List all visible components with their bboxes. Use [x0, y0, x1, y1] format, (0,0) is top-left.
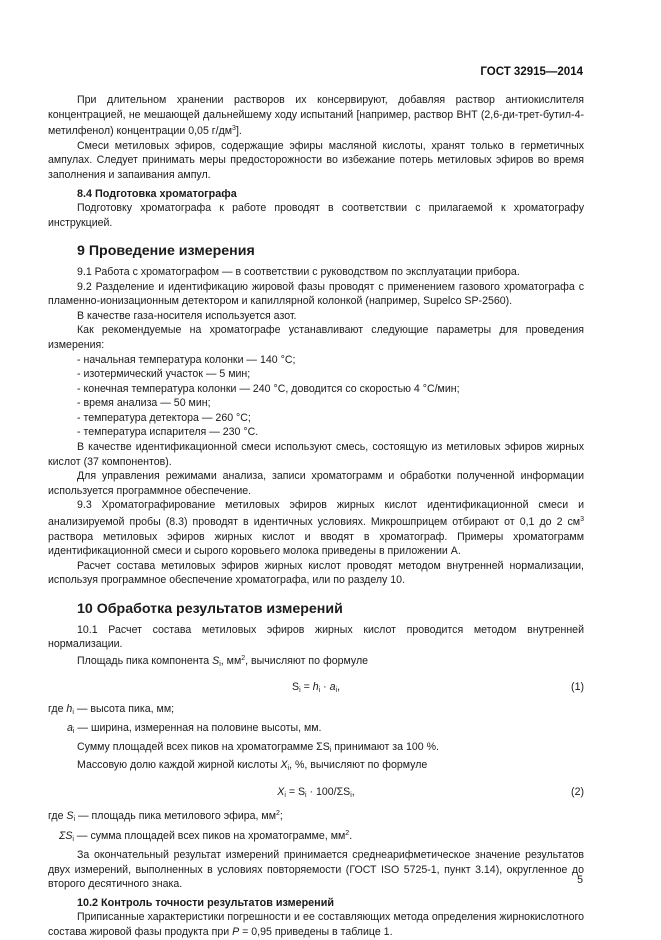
subscript: i: [73, 815, 76, 823]
subscript: i: [72, 727, 75, 735]
text: — площадь пика метилового эфира, мм: [75, 809, 276, 822]
text: Приписанные характеристики погрешности и ее составляющих метода определения жирнокислотного состава жировой фазы продукта при: [48, 911, 584, 938]
paragraph-10-1: 10.1 Расчет состава метиловых эфиров жирных кислот проводится методом внутренней нормализации.: [48, 623, 584, 651]
variable: S: [212, 654, 220, 667]
page-number: 5: [577, 874, 583, 886]
text: · 100/ΣS: [306, 785, 351, 798]
formula-1-number: (1): [571, 681, 584, 694]
paragraph-identification-mix: В качестве идентификационной смеси используют смесь, состоящую из метиловых эфиров жирных кислот (37 компонентов).: [48, 441, 584, 468]
text: Массовую долю каждой жирной кислоты: [77, 759, 281, 772]
text: — ширина, измеренная на половине высоты, мм.: [74, 721, 322, 734]
variable: S: [291, 681, 300, 694]
paragraph-parameters-intro: Как рекомендуемые на хроматографе устанавливают следующие параметры для проведения измерения:: [48, 324, 584, 351]
param-item: - температура детектора — 260 °С;: [77, 411, 251, 424]
text: где: [48, 703, 67, 716]
superscript: 2: [276, 809, 280, 817]
text: Площадь пика компонента: [77, 654, 213, 667]
text: раствора метиловых эфиров жирных кислот и вводят в хроматограф. Примеры хроматограмм идентификационной смеси и сырого коровьего молока приведены в приложении А.: [48, 530, 584, 558]
formula-2: [48, 777, 584, 807]
subscript: i: [318, 687, 321, 695]
where-a: [48, 721, 584, 740]
paragraph-sum-areas: [48, 740, 584, 759]
paragraph-peak-area: [48, 652, 584, 673]
section-heading-9: 9 Проведение измерения: [77, 243, 255, 260]
param-item: - температура испарителя — 230 °С.: [77, 426, 259, 439]
superscript: 3: [232, 125, 236, 133]
variable: S: [66, 809, 74, 822]
paragraph-preservation: [48, 93, 584, 139]
formula-2-number: (2): [571, 785, 584, 798]
subscript: i: [299, 687, 301, 695]
section-heading-10: 10 Обработка результатов измерений: [77, 601, 343, 617]
superscript: 2: [345, 830, 350, 838]
subscript: i: [305, 791, 307, 799]
text: = 0,95 приведены в таблице 1.: [239, 925, 393, 938]
paragraph-9-2: 9.2 Разделение и идентификацию жировой фазы проводят с применением газового хроматографа с пламенно-ионизационным детектором и капиллярной колонкой (например, Supelco SP-2560).: [48, 280, 584, 308]
variable: h: [312, 681, 319, 694]
superscript: 3: [580, 516, 584, 524]
subscript: i: [284, 791, 286, 799]
variable: h: [66, 703, 73, 716]
variable: X: [280, 759, 288, 772]
text: , вычисляют по формуле: [245, 654, 369, 667]
text: = S: [285, 785, 306, 798]
where-sum-s: [48, 827, 584, 848]
paragraph-mass-fraction: [48, 758, 584, 777]
subscript: i: [72, 709, 74, 717]
variable: X: [277, 785, 285, 798]
section-heading-8-4: 8.4 Подготовка хроматографа: [77, 187, 237, 200]
param-item: - время анализа — 50 мин;: [77, 397, 211, 410]
text: принимают за 100 %.: [331, 740, 439, 753]
paragraph-9-1: 9.1 Работа с хроматографом — в соответствии с руководством по эксплуатации прибора.: [77, 265, 520, 278]
punct: ;: [279, 809, 283, 822]
subscript: i: [287, 765, 290, 773]
subscript: i: [72, 836, 74, 844]
subscript: i: [350, 791, 352, 799]
paragraph-calculation: Расчет состава метиловых эфиров жирных кислот проводят методом внутренней нормализации, используя программное обеспечение хроматографа, или по разделу 10.: [48, 559, 584, 587]
param-item: - начальная температура колонки — 140 °С;: [77, 353, 296, 366]
text: где: [48, 809, 67, 822]
text: При длительном хранении растворов их консервируют, добавляя раствор антиокислителя концентрацией, не мешающей дальнейшему ходу испытаний [например, раствор ВНТ (2,6-ди-трет-бутил-4-метилфенол) концентрации 0,05 г/дм: [48, 94, 584, 138]
section-heading-10-2: 10.2 Контроль точности результатов измерений: [77, 896, 334, 909]
punct: .: [349, 830, 353, 843]
punct: ,: [351, 785, 355, 798]
formula-2-expression: [48, 777, 584, 811]
subscript: i: [219, 660, 221, 668]
subscript: i: [329, 746, 332, 754]
paragraph-9-3: [48, 498, 584, 558]
punct: ,: [337, 681, 341, 694]
text: , %, вычисляют по формуле: [289, 759, 428, 772]
variable: P: [232, 925, 240, 938]
variable: a: [329, 681, 336, 694]
document-body: [48, 93, 584, 940]
text: — высота пика, мм;: [73, 703, 175, 716]
paragraph-10-2: [48, 910, 584, 939]
paragraph-chromatograph-prep: Подготовку хроматографа к работе проводят в соответствии с прилагаемой к хроматографу инструкцией.: [48, 202, 584, 229]
param-item: - изотермический участок — 5 мин;: [77, 368, 251, 381]
operator: ·: [320, 681, 330, 694]
document-header-id: ГОСТ 32915—2014: [480, 66, 583, 78]
text: , мм: [220, 654, 242, 667]
paragraph-butyric-mixtures: Смеси метиловых эфиров, содержащие эфиры масляной кислоты, хранят только в герметичных ампулах. Следует принимать меры предосторожности во избежание потерь метиловых эфиров во время заполнения и запаивания ампул.: [48, 139, 584, 181]
text: 9.3 Хроматографирование метиловых эфиров жирных кислот идентификационной смеси и анализируемой пробы (8.3) проводят в идентичных условиях. Микрошприцем отбирают от 0,1 до 2 см: [48, 499, 584, 529]
formula-1-expression: [48, 672, 584, 706]
variable: ΣS: [59, 830, 73, 843]
formula-1: [48, 672, 584, 702]
text: ].: [235, 125, 242, 138]
paragraph-software: Для управления режимами анализа, записи хроматограмм и обработки полученной информации используется программное обеспечение.: [48, 470, 584, 497]
text: Сумму площадей всех пиков на хроматограмме ΣS: [77, 740, 330, 753]
superscript: 2: [241, 654, 246, 662]
operator: =: [300, 681, 313, 694]
paragraph-carrier-gas: В качестве газа-носителя используется азот.: [77, 309, 297, 322]
subscript: i: [335, 687, 338, 695]
text: — сумма площадей всех пиков на хроматограмме, мм: [73, 830, 346, 843]
paragraph-final-result: За окончательный результат измерений принимается среднеарифметическое значение результатов двух измерений, выполненных в условиях повторяемости (ГОСТ ISO 5725-1, пункт 3.14), округленное до второго десятичного знака.: [48, 848, 584, 891]
param-item: - конечная температура колонки — 240 °С, доводится со скоростью 4 °С/мин;: [77, 382, 460, 395]
variable: a: [67, 721, 73, 734]
